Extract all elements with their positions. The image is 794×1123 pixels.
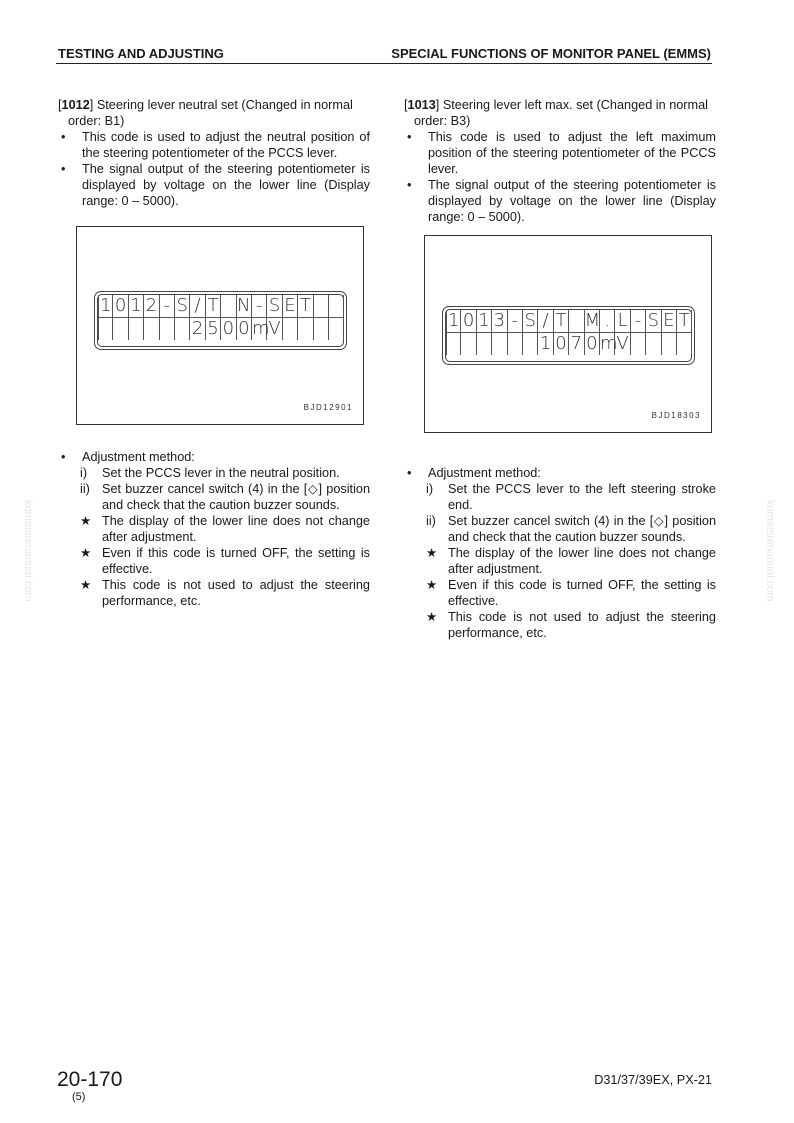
lcd-cell: V [615,333,630,355]
bullet-dot-icon: • [407,130,412,144]
figure-code: BJD18303 [651,411,701,420]
lcd-cell: 0 [237,318,252,340]
lcd-cell: 1 [447,310,460,331]
lcd-cell: 2 [144,295,159,317]
lcd-cell [646,333,661,355]
star-icon: ★ [426,578,438,592]
note-item [404,609,716,641]
left-column [58,97,370,609]
lcd-cell [314,295,329,317]
lcd-cell [446,333,461,355]
lcd-cell: 1 [99,295,112,316]
star-icon: ★ [426,546,438,560]
figure-lcd-1012 [76,226,364,425]
code-number: 1013 [407,98,436,112]
lcd-cell [175,318,190,340]
note-text: This code is not used to adjust the steering performance, etc. [102,578,370,608]
title-text: ] Steering lever left max. set (Changed in normal order: B3) [414,98,708,128]
lcd-display [94,291,347,350]
lcd-cell: N [237,295,251,316]
note-item [404,545,716,577]
note-text: The display of the lower line does not change after adjustment. [448,546,716,576]
lcd-cell: . [600,310,615,332]
lcd-cell [298,318,313,340]
title-text: ] Steering lever neutral set (Changed in normal order: B1) [68,98,353,128]
lcd-cell [523,333,538,355]
step-number: i) [80,466,88,480]
page-number: 20-170 [57,1068,123,1091]
lcd-cell [631,333,646,355]
note-text: The display of the lower line does not change after adjustment. [102,514,370,544]
bullet-item [404,177,716,225]
bullet-item [58,129,370,161]
bullet-text: This code is used to adjust the left maximum position of the steering potentiometer of the PCCS lever. [428,130,716,176]
lcd-cell [329,295,344,317]
header-chapter-title: SPECIAL FUNCTIONS OF MONITOR PANEL (EMMS) [391,46,711,61]
lcd-cell: T [298,295,313,317]
note-text: Even if this code is turned OFF, the setting is effective. [102,546,370,576]
bullet-dot-icon: • [61,130,66,144]
lcd-cell [492,333,507,355]
lcd-cell [129,318,144,340]
lcd-cell: S [267,295,282,317]
step-item [404,481,716,513]
lcd-cell [144,318,159,340]
note-item [58,513,370,545]
lcd-cell: E [283,295,298,317]
code-1013-title: [1013] Steering lever left max. set (Changed in normal order: B3) [404,98,708,128]
bullet-dot-icon: • [61,162,66,176]
header-section-title: TESTING AND ADJUSTING [58,46,224,61]
step-item [404,513,716,545]
bullet-text: Adjustment method: [82,450,195,464]
lcd-cell: T [677,310,692,332]
lcd-cell: 2 [190,318,205,340]
lcd-cell: 0 [113,295,128,317]
star-icon: ★ [80,514,92,528]
lcd-cell: - [160,295,175,317]
lcd-cell [477,333,492,355]
adjustment-heading [58,449,370,465]
right-column [404,97,716,641]
lcd-cell: 3 [492,310,507,332]
note-item [404,577,716,609]
lcd-cell [221,295,236,317]
lcd-cell [314,318,329,340]
lcd-cell: V [267,318,282,340]
bullet-dot-icon: • [61,450,66,464]
star-icon: ★ [80,578,92,592]
step-item [58,481,370,513]
lcd-cell: S [523,310,538,332]
note-item [58,577,370,609]
step-text: Set the PCCS lever to the left steering stroke end. [448,482,716,512]
lcd-cell: T [206,295,221,317]
lcd-cell [283,318,298,340]
lcd-cell: m [252,318,270,339]
lcd-cell: - [508,310,523,332]
lcd-cell: 0 [221,318,236,340]
bullet-item [404,129,716,177]
bullet-text: The signal output of the steering potentiometer is displayed by voltage on the lower line (Display range: 0 – 5000). [428,178,716,224]
step-number: ii) [426,514,436,528]
lcd-cell [98,318,113,340]
watermark-left: komatsumanual.com [22,500,34,602]
lcd-cell: 0 [585,333,600,355]
adjustment-heading [404,465,716,481]
lcd-cell: 0 [554,333,569,355]
step-number: i) [426,482,434,496]
lcd-cell: 0 [461,310,476,332]
lcd-cell: 5 [206,318,221,340]
lcd-cell: m [600,333,618,354]
revision-number: (5) [72,1091,86,1103]
lcd-display [442,306,695,365]
watermark-right: komatsumanual.com [764,500,776,602]
bullet-dot-icon: • [407,178,412,192]
figure-lcd-1013 [424,235,712,433]
lcd-cell: E [662,310,677,332]
bullet-text: This code is used to adjust the neutral position of the steering potentiometer of the PCCS lever. [82,130,370,160]
note-item [58,545,370,577]
bullet-text: Adjustment method: [428,466,541,480]
step-text: Set buzzer cancel switch (4) in the [◇] position and check that the caution buzzer sounds. [448,514,716,544]
bullet-item [58,161,370,209]
lcd-cell: 1 [129,295,144,317]
lcd-cell [508,333,523,355]
lcd-cell: 1 [477,310,492,332]
lcd-frame [97,294,344,347]
lcd-cell: 1 [538,333,553,355]
lcd-frame [445,309,692,362]
lcd-cell [113,318,128,340]
lcd-cell: M [584,310,601,331]
note-text: Even if this code is turned OFF, the setting is effective. [448,578,716,608]
lcd-cell [677,333,692,355]
lcd-cell [662,333,677,355]
lcd-cell [329,318,344,340]
code-1012-title: [1012] Steering lever neutral set (Changed in normal order: B1) [58,98,353,128]
step-number: ii) [80,482,90,496]
bullet-text: The signal output of the steering potentiometer is displayed by voltage on the lower line (Display range: 0 – 5000). [82,162,370,208]
figure-code: BJD12901 [303,403,353,412]
lcd-cell: - [631,310,646,332]
bullet-dot-icon: • [407,466,412,480]
lcd-cell: T [554,310,569,332]
step-item [58,465,370,481]
lcd-cell: 7 [569,333,584,355]
header-rule [56,63,712,64]
lcd-cell: - [252,295,267,317]
lcd-cell: / [190,295,205,317]
step-text: Set the PCCS lever in the neutral position. [102,466,340,480]
note-text: This code is not used to adjust the steering performance, etc. [448,610,716,640]
step-text: Set buzzer cancel switch (4) in the [◇] position and check that the caution buzzer sounds. [102,482,370,512]
lcd-cell: / [538,310,553,332]
lcd-cell [569,310,584,332]
lcd-cell [160,318,175,340]
model-designation: D31/37/39EX, PX-21 [594,1073,712,1087]
star-icon: ★ [426,610,438,624]
code-number: 1012 [61,98,90,112]
lcd-cell: L [615,310,630,332]
lcd-cell: S [175,295,190,317]
lcd-cell [461,333,476,355]
lcd-cell: S [646,310,661,332]
star-icon: ★ [80,546,92,560]
